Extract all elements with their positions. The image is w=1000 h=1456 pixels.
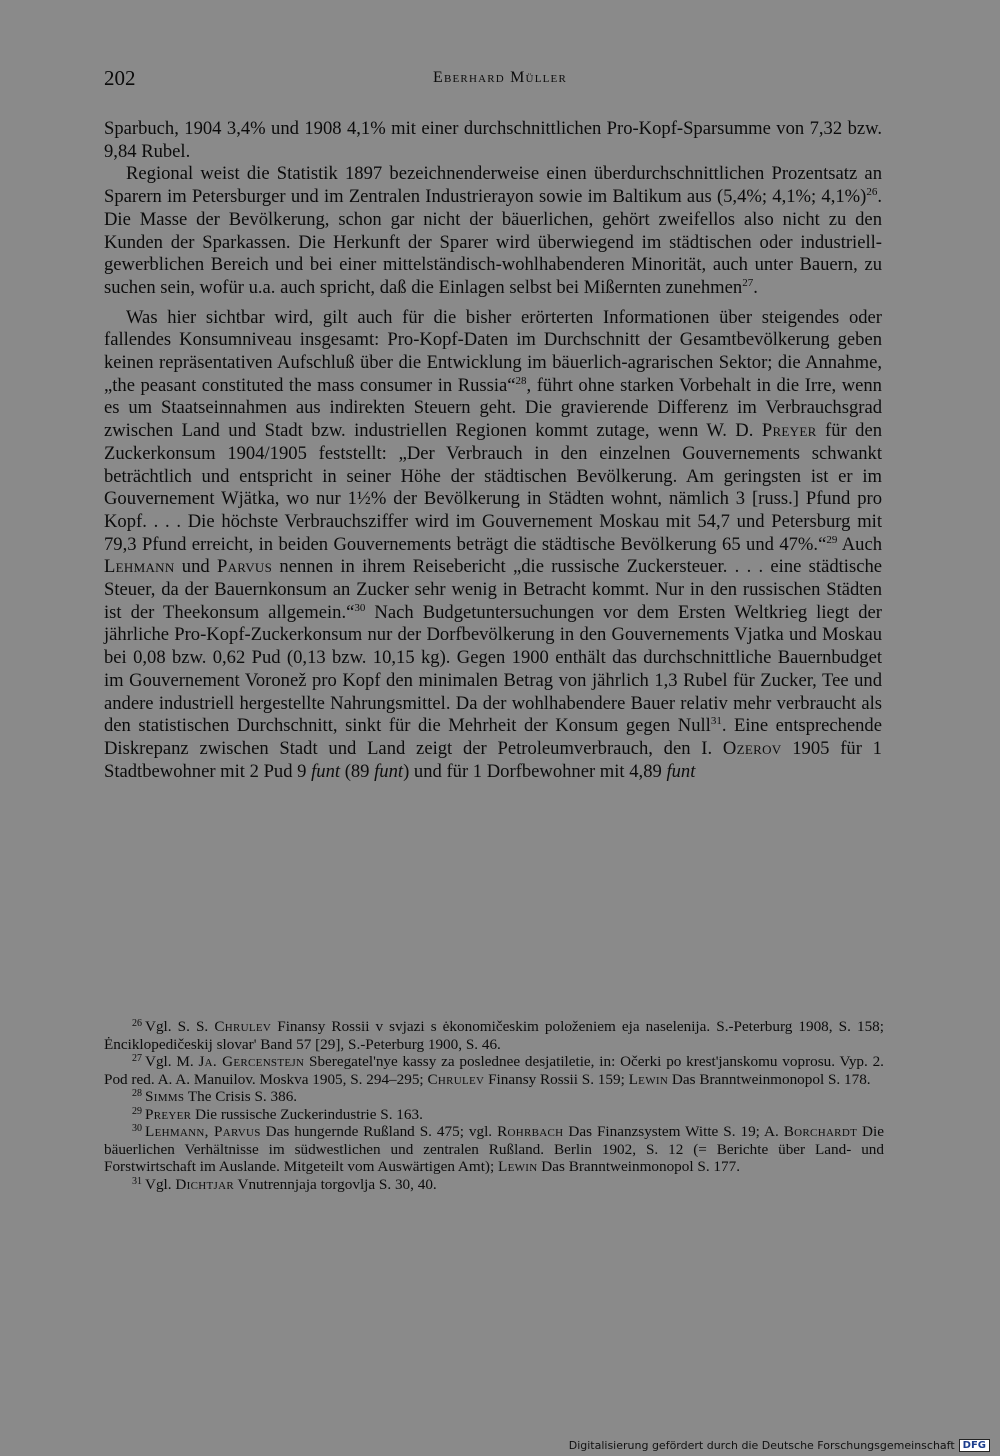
footnote-reference: 31 <box>710 715 722 728</box>
text-run: Finansy Rossii v svjazi s ėkonomičeskim položeniem eja naselenija. S.-Peterburg 1908, S. 158; Ėnciklopedičeskij slovar' Band 57 [29], S.-Peterburg 1900, S. 46. <box>104 1018 884 1053</box>
author-name: Lehmann <box>104 556 175 578</box>
footnote-reference: 27 <box>742 276 754 289</box>
author-name: Ozerov <box>722 737 782 759</box>
paragraph-1 <box>104 118 882 163</box>
running-head: Eberhard Müller <box>433 69 567 86</box>
text-run: Sberegatel'nye kassy za poslednee desjatiletie, in: Očerki po krest'janskomu voprosu. Vyp. 2. Pod red. A. A. Manuilov. Moskva 1905, S. 294–295; <box>104 1053 884 1088</box>
italic-term: funt <box>374 760 404 782</box>
footnote-28 <box>104 1088 884 1106</box>
text-run: und <box>174 556 217 578</box>
footnote-number: 29 <box>132 1105 142 1117</box>
text-run: Die russische Zuckerindustrie S. 163. <box>191 1105 423 1123</box>
italic-term: funt <box>666 760 696 782</box>
italic-term: funt <box>311 760 341 782</box>
footnotes <box>104 1018 884 1193</box>
dfg-logo: DFG <box>959 1439 990 1452</box>
text-run: . Die Masse der Bevölkerung, schon gar nicht der bäuerlichen, gehört zweifellos also nicht zu den Kunden der Sparkassen. Die Herkunft der Sparer wird überwiegend im städtischen oder industriell-gewerblichen Bereich und bei einer mittelständisch-wohlhabenderen Minorität, auch unter Bauern, zu suchen sein, wofür u.a. auch spricht, daß die Einlagen selbst bei Mißernten zunehmen <box>104 186 882 298</box>
author-name: Preyer <box>145 1105 192 1123</box>
footnote-29 <box>104 1106 884 1124</box>
author-name: Chrulev <box>427 1070 485 1088</box>
footnote-reference: 29 <box>826 533 838 546</box>
author-name: Parvus <box>216 556 273 578</box>
author-name: Lehmann, Parvus <box>145 1123 261 1140</box>
paragraph-2 <box>104 163 882 299</box>
text-run: 1905 für 1 Stadtbewohner mit 2 Pud 9 <box>104 737 882 782</box>
text-run: nennen in ihrem Reisebericht „die russische Zuckersteuer. . . . eine städtische Steuer, da der Bauernkonsum an Zucker sehr wenig in Betracht kommt. Nur in den russischen Städten ist der Theekonsum allgemein.“ <box>104 556 882 623</box>
text-run: Vgl. M. <box>145 1053 199 1070</box>
text-run: Das Branntweinmonopol S. 177. <box>537 1158 740 1175</box>
footnote-number: 31 <box>132 1175 142 1187</box>
footnote-30 <box>104 1123 884 1176</box>
text-run: Vgl. <box>145 1175 176 1193</box>
text-run: (89 <box>340 760 375 782</box>
page-number: 202 <box>104 66 136 90</box>
footnote-31 <box>104 1176 884 1194</box>
text-run: The Crisis S. 386. <box>184 1088 298 1105</box>
funding-note: Digitalisierung gefördert durch die Deutsche Forschungsgemeinschaft <box>568 1439 955 1452</box>
author-name: Lewin <box>628 1070 669 1088</box>
text-run: Regional weist die Statistik 1897 bezeichnenderweise einen überdurchschnittlichen Prozentsatz an Sparern im Petersburger und im Zentralen Industrierayon sowie im Baltikum aus (5,4%; 4,1%; 4,1%) <box>104 163 882 208</box>
text-run: . <box>753 276 758 298</box>
footnote-reference: 26 <box>866 186 878 199</box>
author-name: Ja. Gercenstejn <box>198 1053 305 1070</box>
footnote-26 <box>104 1018 884 1053</box>
footnote-27 <box>104 1053 884 1088</box>
author-name: Borchardt <box>783 1123 858 1140</box>
author-name: Chrulev <box>214 1018 272 1035</box>
text-run: , führt ohne starken Vorbehalt in die Irre, wenn es um Staatseinnahmen aus indirekten Steuern geht. Die gravierende Differenz im Verbrauchsgrad zwischen Land und Stadt bzw. industriellen Regionen kommt zutage, wenn W. D. <box>104 374 882 442</box>
footnote-reference: 28 <box>515 374 527 387</box>
text-run: Sparbuch, 1904 3,4% und 1908 4,1% mit einer durchschnittlichen Pro-Kopf-Sparsumme von 7,32 bzw. 9,84 Rubel. <box>104 118 882 162</box>
text-run: Finansy Rossii S. 159; <box>484 1070 629 1088</box>
footnote-number: 30 <box>132 1123 142 1134</box>
footnote-reference: 30 <box>354 601 366 614</box>
text-run: Das hungernde Rußland S. 475; vgl. <box>260 1123 498 1140</box>
text-run: Das Finanzsystem Witte S. 19; A. <box>563 1123 784 1140</box>
author-name: Rohrbach <box>497 1123 564 1140</box>
text-run: Vgl. S. S. <box>145 1018 215 1035</box>
author-name: Preyer <box>761 420 817 442</box>
text-run: Das Branntweinmonopol S. 178. <box>668 1070 871 1088</box>
text-run: Nach Budgetuntersuchungen vor dem Ersten Weltkrieg liegt der jährliche Pro-Kopf-Zuckerkonsum nur der Dorfbevölkerung in den Gouvernements Vjatka und Moskau bei 0,08 bzw. 0,62 Pud (0,13 bzw. 10,15 kg). Gegen 1900 enthält das durchschnittliche Bauernbudget im Gouvernement Voronež pro Kopf den minimalen Betrag von jährlich 1,3 Rubel für Zucker, Tee und andere industriell hergestellte Nahrungsmittel. Da der wohlhabendere Bauer relativ mehr verbraucht als den statistischen Durchschnitt, sinkt für die Mehrheit der Konsum gegen Null <box>104 601 882 737</box>
text-run: Vnutrennjaja torgovlja S. 30, 40. <box>233 1175 437 1193</box>
text-run: Was hier sichtbar wird, gilt auch für die bisher erörterten Informationen über steigendes oder fallendes Konsumniveau insgesamt: Pro-Kopf-Daten im Durchschnitt der Gesamtbevölkerung geben keinen repräsentativen Aufschluß über die Entwicklung im bäuerlich-agrarischen Sektor; die Annahme, „the peasant constituted the mass consumer in Russia“ <box>104 306 882 396</box>
footnote-number: 26 <box>132 1018 142 1029</box>
text-run: . Eine entsprechende Diskrepanz zwischen Stadt und Land zeigt der Petroleumverbrauch, den I. <box>104 715 882 759</box>
footnote-number: 28 <box>132 1088 142 1099</box>
footnote-number: 27 <box>132 1053 142 1064</box>
paragraph-3 <box>104 307 882 784</box>
author-name: Dichtjar <box>175 1175 234 1193</box>
text-run: Auch <box>837 533 882 555</box>
author-name: Lewin <box>498 1158 538 1175</box>
author-name: Simms <box>145 1088 185 1105</box>
text-run: ) und für 1 Dorfbewohner mit 4,89 <box>403 760 667 782</box>
body-text <box>104 118 882 783</box>
text-run: für den Zuckerkonsum 1904/1905 feststellt: „Der Verbrauch in den einzelnen Gouvernements schwankt beträchtlich und entspricht in seiner Höhe der städtischen Bevölkerung. Am geringsten ist er im Gouvernement Wjätka, wo nur 1½% der Bevölkerung in Städten wohnt, nämlich 3 [russ.] Pfund pro Kopf. . . . Die höchste Verbrauchsziffer wird im Gouvernement Moskau mit 54,7 und Petersburg mit 79,3 Pfund erreicht, in beiden Gouvernements beträgt die städtische Bevölkerung 65 und 47%.“ <box>104 420 882 555</box>
text-run: Die bäuerlichen Verhältnisse im südwestlichen und zentralen Rußland. Berlin 1902, S. 12 (= Berichte über Land- und Forstwirtschaft im Auslande. Mitgeteilt vom Auswärtigen Amt); <box>104 1123 884 1175</box>
funding-footer <box>569 1439 990 1452</box>
